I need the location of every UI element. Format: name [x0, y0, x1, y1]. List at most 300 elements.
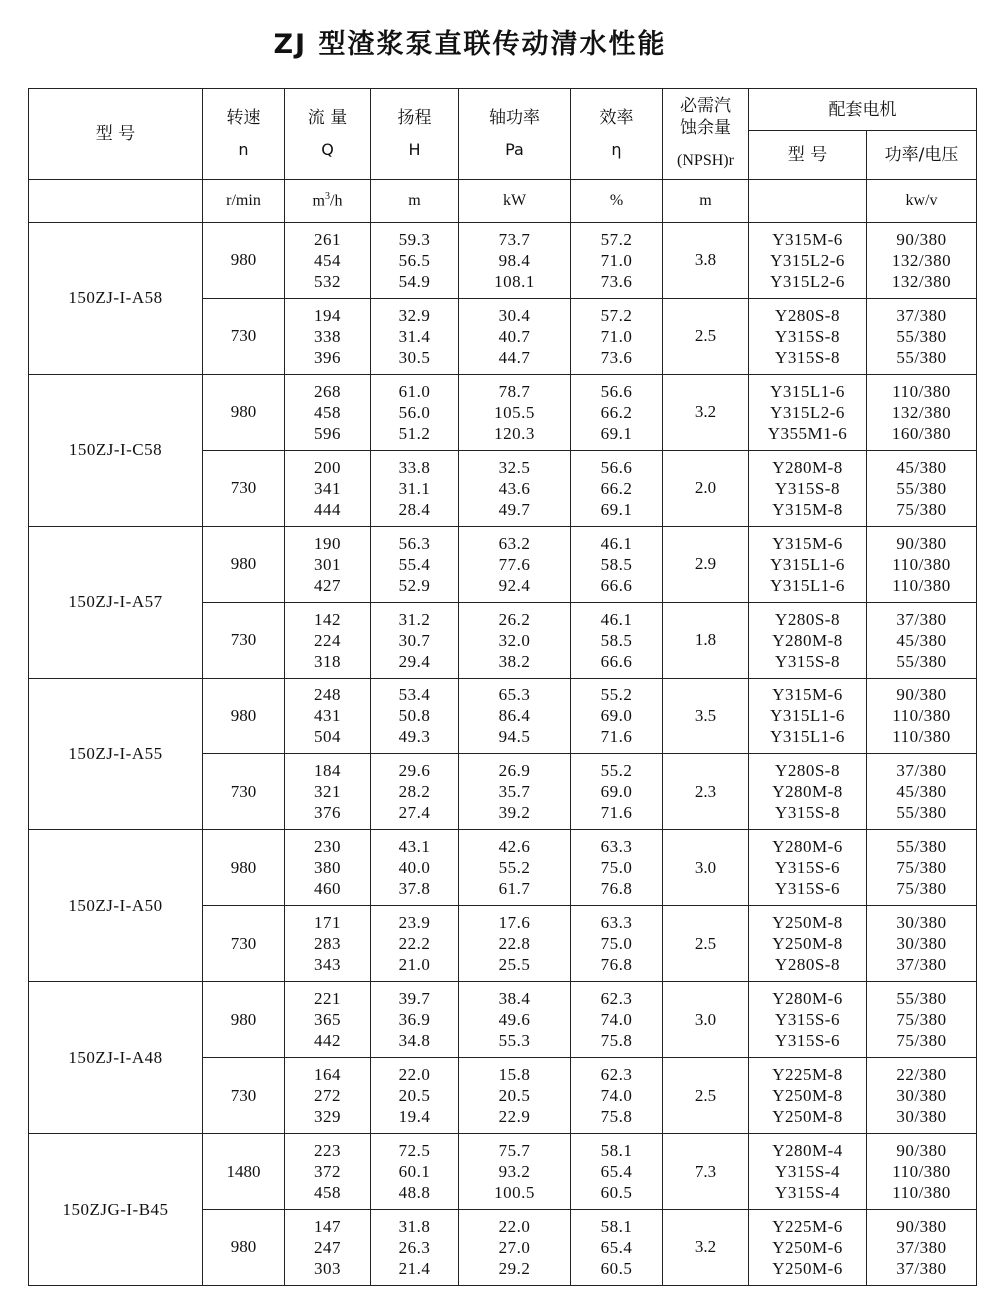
shaft-power-value: 92.4 [498, 575, 531, 595]
npsh-value: 3.2 [663, 374, 749, 450]
motor-model-value: Y315S-8 [775, 347, 840, 367]
shaft-power-value: 105.5 [494, 402, 535, 422]
npsh-value: 2.3 [663, 754, 749, 830]
shaft-power-cell [459, 678, 571, 754]
npsh-value: 3.0 [663, 830, 749, 906]
head-value: 32.9 [398, 305, 431, 325]
efficiency-value: 56.6 [600, 381, 633, 401]
shaft-power-value: 30.4 [498, 305, 531, 325]
motor-power-value: 55/380 [896, 651, 947, 671]
shaft-power-value: 32.5 [498, 457, 531, 477]
header-motor-group: 配套电机 [749, 89, 977, 131]
head-cell [371, 754, 459, 830]
header-head-symbol: H [408, 140, 421, 159]
speed-value: 730 [203, 602, 285, 678]
motor-model-value: Y315L2-6 [770, 271, 845, 291]
speed-value: 730 [203, 906, 285, 982]
shaft-power-value: 38.4 [498, 989, 531, 1009]
header-shaft-power [459, 89, 571, 180]
flow-value: 458 [314, 402, 341, 422]
speed-value: 980 [203, 830, 285, 906]
efficiency-value: 58.1 [600, 1216, 633, 1236]
efficiency-cell [571, 1058, 663, 1134]
motor-model-value: Y315S-4 [775, 1162, 840, 1182]
flow-value: 318 [314, 651, 341, 671]
flow-cell [285, 602, 371, 678]
npsh-value: 2.0 [663, 450, 749, 526]
motor-power-value: 110/380 [892, 706, 951, 726]
motor-power-cell [867, 298, 977, 374]
shaft-power-value: 22.8 [498, 934, 531, 954]
shaft-power-value: 22.9 [498, 1107, 531, 1127]
shaft-power-cell [459, 754, 571, 830]
flow-value: 341 [314, 478, 341, 498]
flow-cell [285, 906, 371, 982]
head-cell [371, 526, 459, 602]
efficiency-value: 57.2 [600, 229, 633, 249]
head-value: 61.0 [398, 381, 431, 401]
speed-value: 730 [203, 754, 285, 830]
flow-value: 184 [314, 761, 341, 781]
efficiency-value: 66.2 [600, 478, 633, 498]
speed-value: 980 [203, 374, 285, 450]
npsh-value: 2.9 [663, 526, 749, 602]
efficiency-value: 58.5 [600, 630, 633, 650]
motor-power-value: 55/380 [896, 347, 947, 367]
motor-power-value: 132/380 [891, 271, 952, 291]
flow-value: 164 [314, 1065, 341, 1085]
shaft-power-cell [459, 830, 571, 906]
speed-value: 980 [203, 526, 285, 602]
shaft-power-value: 49.6 [498, 1010, 531, 1030]
motor-model-value: Y315S-8 [775, 478, 840, 498]
flow-cell [285, 450, 371, 526]
head-cell [371, 830, 459, 906]
efficiency-value: 55.2 [600, 685, 633, 705]
unit-shaft-power: kW [459, 180, 571, 223]
head-value: 50.8 [398, 706, 431, 726]
motor-power-value: 110/380 [892, 1183, 951, 1203]
header-efficiency-symbol: η [611, 140, 622, 159]
flow-value: 268 [314, 381, 341, 401]
motor-model-value: Y315M-6 [772, 533, 843, 553]
motor-power-value: 75/380 [896, 1031, 947, 1051]
head-value: 59.3 [398, 229, 431, 249]
shaft-power-cell [459, 906, 571, 982]
efficiency-value: 65.4 [600, 1162, 633, 1182]
shaft-power-value: 39.2 [498, 803, 531, 823]
header-head [371, 89, 459, 180]
flow-value: 431 [314, 706, 341, 726]
efficiency-value: 71.6 [600, 803, 633, 823]
motor-power-cell [867, 1058, 977, 1134]
flow-value: 442 [314, 1031, 341, 1051]
efficiency-value: 73.6 [600, 347, 633, 367]
motor-model-value: Y315L2-6 [770, 250, 845, 270]
motor-model-value: Y250M-8 [772, 1086, 843, 1106]
motor-model-cell [749, 830, 867, 906]
motor-model-value: Y315S-6 [775, 879, 840, 899]
header-efficiency-label: 效率 [599, 108, 634, 128]
head-value: 28.2 [398, 782, 431, 802]
head-value: 34.8 [398, 1031, 431, 1051]
shaft-power-value: 98.4 [498, 250, 531, 270]
efficiency-cell [571, 754, 663, 830]
flow-value: 396 [314, 347, 341, 367]
shaft-power-value: 26.2 [498, 609, 531, 629]
head-value: 55.4 [398, 554, 431, 574]
shaft-power-value: 32.0 [498, 630, 531, 650]
pump-model: 150ZJ-I-A50 [29, 830, 203, 982]
motor-power-value: 30/380 [896, 1086, 947, 1106]
efficiency-value: 71.6 [600, 727, 633, 747]
motor-model-value: Y280M-6 [772, 837, 843, 857]
efficiency-cell [571, 1209, 663, 1285]
npsh-value: 3.0 [663, 982, 749, 1058]
motor-power-value: 37/380 [896, 609, 947, 629]
head-value: 49.3 [398, 727, 431, 747]
motor-model-value: Y315L1-6 [770, 727, 845, 747]
head-value: 48.8 [398, 1183, 431, 1203]
motor-power-cell [867, 1134, 977, 1210]
motor-power-value: 45/380 [896, 630, 947, 650]
shaft-power-cell [459, 1209, 571, 1285]
head-value: 40.0 [398, 858, 431, 878]
efficiency-value: 63.3 [600, 913, 633, 933]
shaft-power-value: 78.7 [498, 381, 531, 401]
flow-value: 221 [314, 989, 341, 1009]
head-value: 72.5 [398, 1141, 431, 1161]
unit-motor-power: kw/v [867, 180, 977, 223]
efficiency-cell [571, 223, 663, 299]
head-value: 19.4 [398, 1107, 431, 1127]
motor-power-value: 45/380 [896, 457, 947, 477]
speed-value: 730 [203, 450, 285, 526]
flow-value: 343 [314, 955, 341, 975]
motor-model-value: Y250M-6 [772, 1237, 843, 1257]
speed-value: 730 [203, 298, 285, 374]
flow-value: 283 [314, 934, 341, 954]
table-header [29, 89, 977, 223]
flow-value: 142 [314, 609, 341, 629]
head-value: 31.8 [398, 1216, 431, 1236]
efficiency-value: 69.0 [600, 706, 633, 726]
motor-model-value: Y315S-8 [775, 803, 840, 823]
shaft-power-value: 15.8 [498, 1065, 531, 1085]
head-value: 27.4 [398, 803, 431, 823]
motor-model-value: Y280M-6 [772, 989, 843, 1009]
motor-model-cell [749, 982, 867, 1058]
efficiency-cell [571, 374, 663, 450]
motor-model-value: Y315S-8 [775, 651, 840, 671]
npsh-value: 3.5 [663, 678, 749, 754]
performance-table [28, 88, 977, 1286]
flow-cell [285, 830, 371, 906]
speed-value: 980 [203, 1209, 285, 1285]
head-value: 52.9 [398, 575, 431, 595]
motor-power-value: 132/380 [891, 402, 952, 422]
shaft-power-value: 49.7 [498, 499, 531, 519]
flow-cell [285, 1209, 371, 1285]
head-cell [371, 982, 459, 1058]
header-flow-label: 流 量 [307, 108, 348, 128]
flow-value: 338 [314, 326, 341, 346]
motor-power-value: 110/380 [892, 554, 951, 574]
unit-motor-model [749, 180, 867, 223]
shaft-power-value: 55.3 [498, 1031, 531, 1051]
shaft-power-value: 61.7 [498, 879, 531, 899]
npsh-value: 3.2 [663, 1209, 749, 1285]
units-row [29, 180, 977, 223]
shaft-power-value: 27.0 [498, 1237, 531, 1257]
flow-cell [285, 526, 371, 602]
shaft-power-value: 38.2 [498, 651, 531, 671]
header-model: 型 号 [29, 89, 203, 180]
flow-cell [285, 1058, 371, 1134]
flow-value: 460 [314, 879, 341, 899]
efficiency-value: 60.5 [600, 1183, 633, 1203]
head-value: 31.4 [398, 326, 431, 346]
unit-head: m [371, 180, 459, 223]
head-cell [371, 298, 459, 374]
table-row [29, 1134, 977, 1210]
flow-value: 376 [314, 803, 341, 823]
motor-power-value: 75/380 [896, 499, 947, 519]
shaft-power-value: 20.5 [498, 1086, 531, 1106]
npsh-value: 3.8 [663, 223, 749, 299]
flow-value: 272 [314, 1086, 341, 1106]
head-cell [371, 678, 459, 754]
flow-value: 458 [314, 1183, 341, 1203]
motor-power-cell [867, 223, 977, 299]
head-value: 60.1 [398, 1162, 431, 1182]
efficiency-value: 73.6 [600, 271, 633, 291]
header-npsh-symbol: (NPSH)r [677, 152, 734, 169]
efficiency-value: 62.3 [600, 1065, 633, 1085]
motor-model-cell [749, 526, 867, 602]
efficiency-value: 58.5 [600, 554, 633, 574]
flow-value: 444 [314, 499, 341, 519]
efficiency-value: 66.2 [600, 402, 633, 422]
head-cell [371, 1134, 459, 1210]
efficiency-cell [571, 602, 663, 678]
shaft-power-value: 55.2 [498, 858, 531, 878]
flow-value: 224 [314, 630, 341, 650]
flow-value: 230 [314, 837, 341, 857]
shaft-power-cell [459, 1058, 571, 1134]
efficiency-value: 71.0 [600, 250, 633, 270]
motor-model-value: Y315S-4 [775, 1183, 840, 1203]
flow-cell [285, 1134, 371, 1210]
motor-model-value: Y315S-6 [775, 858, 840, 878]
npsh-value: 2.5 [663, 906, 749, 982]
motor-model-value: Y355M1-6 [767, 423, 848, 443]
motor-power-value: 37/380 [896, 761, 947, 781]
head-value: 26.3 [398, 1237, 431, 1257]
motor-power-value: 90/380 [896, 685, 947, 705]
table-row [29, 830, 977, 906]
motor-model-cell [749, 754, 867, 830]
pump-model: 150ZJG-I-B45 [29, 1134, 203, 1286]
motor-model-value: Y315L1-6 [770, 554, 845, 574]
header-speed-symbol: n [238, 140, 249, 159]
unit-efficiency: % [571, 180, 663, 223]
motor-model-value: Y315S-6 [775, 1010, 840, 1030]
table-row [29, 982, 977, 1058]
efficiency-value: 75.8 [600, 1107, 633, 1127]
header-shaft-power-symbol: Pa [505, 140, 524, 159]
motor-model-cell [749, 1209, 867, 1285]
head-value: 30.5 [398, 347, 431, 367]
shaft-power-value: 63.2 [498, 533, 531, 553]
motor-model-value: Y225M-8 [772, 1065, 843, 1085]
head-value: 53.4 [398, 685, 431, 705]
motor-power-value: 75/380 [896, 1010, 947, 1030]
header-npsh-label: 必需汽蚀余量 [680, 96, 731, 138]
flow-cell [285, 754, 371, 830]
efficiency-value: 76.8 [600, 955, 633, 975]
efficiency-value: 69.1 [600, 499, 633, 519]
motor-power-cell [867, 374, 977, 450]
shaft-power-value: 40.7 [498, 326, 531, 346]
table-row [29, 223, 977, 299]
head-value: 56.5 [398, 250, 431, 270]
motor-model-value: Y315L2-6 [770, 402, 845, 422]
pump-model: 150ZJ-I-A48 [29, 982, 203, 1134]
efficiency-cell [571, 982, 663, 1058]
shaft-power-value: 65.3 [498, 685, 531, 705]
shaft-power-value: 73.7 [498, 229, 531, 249]
motor-model-value: Y280S-8 [775, 955, 840, 975]
motor-power-cell [867, 830, 977, 906]
flow-value: 532 [314, 271, 341, 291]
flow-value: 454 [314, 250, 341, 270]
motor-power-cell [867, 678, 977, 754]
motor-power-value: 132/380 [891, 250, 952, 270]
motor-model-value: Y280M-8 [772, 457, 843, 477]
table-row [29, 678, 977, 754]
motor-power-value: 90/380 [896, 1216, 947, 1236]
motor-power-value: 55/380 [896, 326, 947, 346]
flow-value: 171 [314, 913, 341, 933]
unit-flow-tail: /h [330, 192, 343, 210]
motor-power-value: 45/380 [896, 782, 947, 802]
pump-model: 150ZJ-I-A58 [29, 223, 203, 375]
motor-model-value: Y315M-6 [772, 685, 843, 705]
motor-power-value: 37/380 [896, 1237, 947, 1257]
table-row [29, 526, 977, 602]
motor-model-cell [749, 1058, 867, 1134]
head-value: 22.0 [398, 1065, 431, 1085]
head-value: 31.1 [398, 478, 431, 498]
flow-value: 321 [314, 782, 341, 802]
pump-model: 150ZJ-I-C58 [29, 374, 203, 526]
head-value: 23.9 [398, 913, 431, 933]
flow-cell [285, 223, 371, 299]
efficiency-value: 65.4 [600, 1237, 633, 1257]
motor-model-value: Y280S-8 [775, 761, 840, 781]
head-value: 29.6 [398, 761, 431, 781]
shaft-power-value: 75.7 [498, 1141, 531, 1161]
motor-model-cell [749, 602, 867, 678]
flow-value: 261 [314, 229, 341, 249]
motor-model-cell [749, 223, 867, 299]
flow-value: 372 [314, 1162, 341, 1182]
motor-model-cell [749, 298, 867, 374]
motor-model-cell [749, 1134, 867, 1210]
header-motor-power: 功率/电压 [867, 131, 977, 180]
efficiency-value: 66.6 [600, 651, 633, 671]
shaft-power-value: 17.6 [498, 913, 531, 933]
efficiency-cell [571, 906, 663, 982]
efficiency-value: 60.5 [600, 1258, 633, 1278]
motor-model-value: Y250M-8 [772, 1107, 843, 1127]
motor-power-value: 55/380 [896, 478, 947, 498]
motor-model-cell [749, 450, 867, 526]
motor-power-value: 110/380 [892, 575, 951, 595]
flow-value: 200 [314, 457, 341, 477]
shaft-power-value: 25.5 [498, 955, 531, 975]
unit-model [29, 180, 203, 223]
efficiency-value: 75.8 [600, 1031, 633, 1051]
motor-model-value: Y315S-6 [775, 1031, 840, 1051]
npsh-value: 1.8 [663, 602, 749, 678]
shaft-power-value: 43.6 [498, 478, 531, 498]
head-value: 31.2 [398, 609, 431, 629]
efficiency-value: 58.1 [600, 1141, 633, 1161]
motor-power-cell [867, 450, 977, 526]
speed-value: 980 [203, 982, 285, 1058]
flow-value: 427 [314, 575, 341, 595]
head-cell [371, 374, 459, 450]
motor-model-cell [749, 374, 867, 450]
shaft-power-cell [459, 298, 571, 374]
head-value: 56.3 [398, 533, 431, 553]
head-value: 56.0 [398, 402, 431, 422]
head-cell [371, 223, 459, 299]
efficiency-value: 62.3 [600, 989, 633, 1009]
speed-value: 1480 [203, 1134, 285, 1210]
motor-power-value: 110/380 [892, 1162, 951, 1182]
head-value: 20.5 [398, 1086, 431, 1106]
flow-value: 223 [314, 1141, 341, 1161]
shaft-power-value: 86.4 [498, 706, 531, 726]
head-value: 22.2 [398, 934, 431, 954]
shaft-power-cell [459, 1134, 571, 1210]
motor-model-value: Y250M-6 [772, 1258, 843, 1278]
flow-cell [285, 678, 371, 754]
efficiency-value: 56.6 [600, 457, 633, 477]
head-value: 51.2 [398, 423, 431, 443]
motor-power-value: 75/380 [896, 858, 947, 878]
flow-cell [285, 982, 371, 1058]
flow-cell [285, 374, 371, 450]
motor-model-value: Y250M-8 [772, 934, 843, 954]
shaft-power-value: 93.2 [498, 1162, 531, 1182]
head-value: 54.9 [398, 271, 431, 291]
header-motor-model: 型 号 [749, 131, 867, 180]
flow-value: 380 [314, 858, 341, 878]
flow-value: 303 [314, 1258, 341, 1278]
efficiency-value: 75.0 [600, 858, 633, 878]
motor-power-value: 30/380 [896, 1107, 947, 1127]
header-shaft-power-label: 轴功率 [489, 108, 540, 128]
head-cell [371, 1209, 459, 1285]
motor-power-cell [867, 602, 977, 678]
shaft-power-value: 120.3 [494, 423, 535, 443]
motor-power-value: 110/380 [892, 381, 951, 401]
npsh-value: 7.3 [663, 1134, 749, 1210]
